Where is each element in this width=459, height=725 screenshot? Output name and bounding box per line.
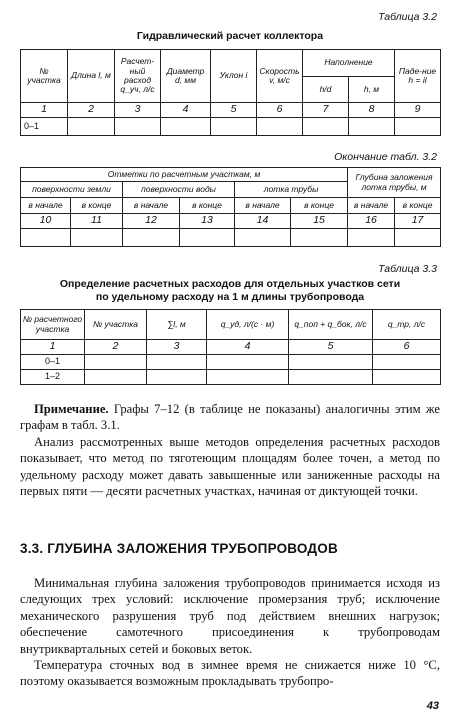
table-label: Таблица 3.2 (378, 11, 437, 23)
header-cell: ∑l, м (147, 310, 207, 340)
header-cell: h, м (349, 77, 395, 103)
table-cell (85, 370, 147, 385)
header-cell: q_уд, л/(с · м) (207, 310, 289, 340)
column-number: 11 (71, 214, 123, 229)
row-label: 1–2 (21, 370, 85, 385)
table-title: Гидравлический расчет коллектора (136, 30, 324, 42)
header-cell: Скорость v, м/с (257, 50, 303, 103)
header-cell: Уклон i (211, 50, 257, 103)
header-cell: поверхности воды (123, 182, 235, 198)
section-heading: 3.3. ГЛУБИНА ЗАЛОЖЕНИЯ ТРУБОПРОВОДОВ (20, 541, 338, 556)
table-cell (289, 370, 373, 385)
table-cell (373, 355, 441, 370)
table-continuation-label: Окончание табл. 3.2 (334, 151, 437, 163)
column-number: 7 (303, 103, 349, 118)
column-number: 2 (85, 340, 147, 355)
header-cell: Расчет-ный расход q_уч, л/с (115, 50, 161, 103)
table-cell (257, 118, 303, 136)
column-number: 5 (289, 340, 373, 355)
header-cell: в начале (21, 198, 71, 214)
table-cell (207, 370, 289, 385)
table-cell (68, 118, 115, 136)
header-cell: № расчетного участка (21, 310, 85, 340)
table-title-line2: по удельному расходу на 1 м длины трубопровода (95, 291, 365, 303)
column-number: 6 (257, 103, 303, 118)
header-cell: Глубина заложения лотка трубы, м (348, 168, 441, 198)
table-cell (291, 229, 348, 247)
table-cell (147, 370, 207, 385)
table-cell (373, 370, 441, 385)
header-cell: в начале (235, 198, 291, 214)
table-title-line1: Определение расчетных расходов для отдельных участков сети (59, 278, 401, 290)
header-cell: лотка трубы (235, 182, 348, 198)
column-number: 14 (235, 214, 291, 229)
header-cell: Диаметр d, мм (161, 50, 211, 103)
header-cell: в начале (123, 198, 180, 214)
header-cell: Наполнение (303, 50, 395, 77)
table-cell (235, 229, 291, 247)
header-cell: в конце (180, 198, 235, 214)
page-number: 43 (426, 700, 439, 712)
table-cell (21, 229, 71, 247)
column-number: 15 (291, 214, 348, 229)
table-cell (123, 229, 180, 247)
note-paragraph (20, 401, 440, 434)
column-number: 16 (348, 214, 395, 229)
table-cell (289, 355, 373, 370)
column-number: 2 (68, 103, 115, 118)
column-number: 4 (161, 103, 211, 118)
table-3-3 (20, 309, 441, 385)
header-cell: h/d (303, 77, 349, 103)
header-cell: № участка (85, 310, 147, 340)
column-number: 4 (207, 340, 289, 355)
header-cell: поверхности земли (21, 182, 123, 198)
table-cell (115, 118, 161, 136)
header-cell: в конце (71, 198, 123, 214)
header-cell: в конце (291, 198, 348, 214)
table-cell (161, 118, 211, 136)
header-cell: q_тр, л/с (373, 310, 441, 340)
table-cell (395, 229, 441, 247)
table-cell (303, 118, 349, 136)
paragraph: Анализ рассмотренных выше методов определения расчетных расходов показывает, что метод по тяготеющим площадям более точен, а метод по удельному расходу может давать завышенные или заниженные расходы на первых пяти — десяти расчетных участках, начиная от диктующей точки. (20, 435, 440, 499)
header-cell: Длина l, м (68, 50, 115, 103)
note-text: Графы 7–12 (в таблице не показаны) аналогичны этим же графам в табл. 3.1. (20, 402, 440, 433)
header-cell: в конце (395, 198, 441, 214)
table-label: Таблица 3.3 (378, 263, 437, 275)
table-cell (348, 229, 395, 247)
column-number: 1 (21, 340, 85, 355)
column-number: 5 (211, 103, 257, 118)
header-cell: в начале (348, 198, 395, 214)
table-cell (207, 355, 289, 370)
column-number: 9 (395, 103, 441, 118)
table-cell (85, 355, 147, 370)
column-number: 12 (123, 214, 180, 229)
column-number: 3 (147, 340, 207, 355)
header-cell: q_поп + q_бок, л/с (289, 310, 373, 340)
header-cell: Паде-ние h = il (395, 50, 441, 103)
row-label: 0–1 (21, 355, 85, 370)
header-cell: Отметки по расчетным участкам, м (21, 168, 348, 182)
table-cell (395, 118, 441, 136)
table-3-2 (20, 49, 441, 136)
table-cell (349, 118, 395, 136)
paragraph: Температура сточных вод в зимнее время не снижается ниже 10 °С, поэтому оказывается возможным прокладывать трубопро- (20, 658, 440, 689)
column-number: 17 (395, 214, 441, 229)
header-cell: № участка (21, 50, 68, 103)
table-cell (180, 229, 235, 247)
column-number: 6 (373, 340, 441, 355)
note-label: Примечание. (34, 402, 109, 416)
column-number: 3 (115, 103, 161, 118)
row-label: 0–1 (21, 118, 68, 136)
table-cell (71, 229, 123, 247)
column-number: 13 (180, 214, 235, 229)
column-number: 8 (349, 103, 395, 118)
column-number: 10 (21, 214, 71, 229)
column-number: 1 (21, 103, 68, 118)
table-3-2-end (20, 167, 441, 247)
paragraph: Минимальная глубина заложения трубопроводов принимается исходя из следующих трех условий: исключение промерзания труб; исключение механического разрушения труб под действием внешних нагрузок; обеспечение самотечного присоединения к трубопроводам внутриквартальных сетей и боковых веток. (20, 576, 440, 656)
table-cell (147, 355, 207, 370)
table-cell (211, 118, 257, 136)
